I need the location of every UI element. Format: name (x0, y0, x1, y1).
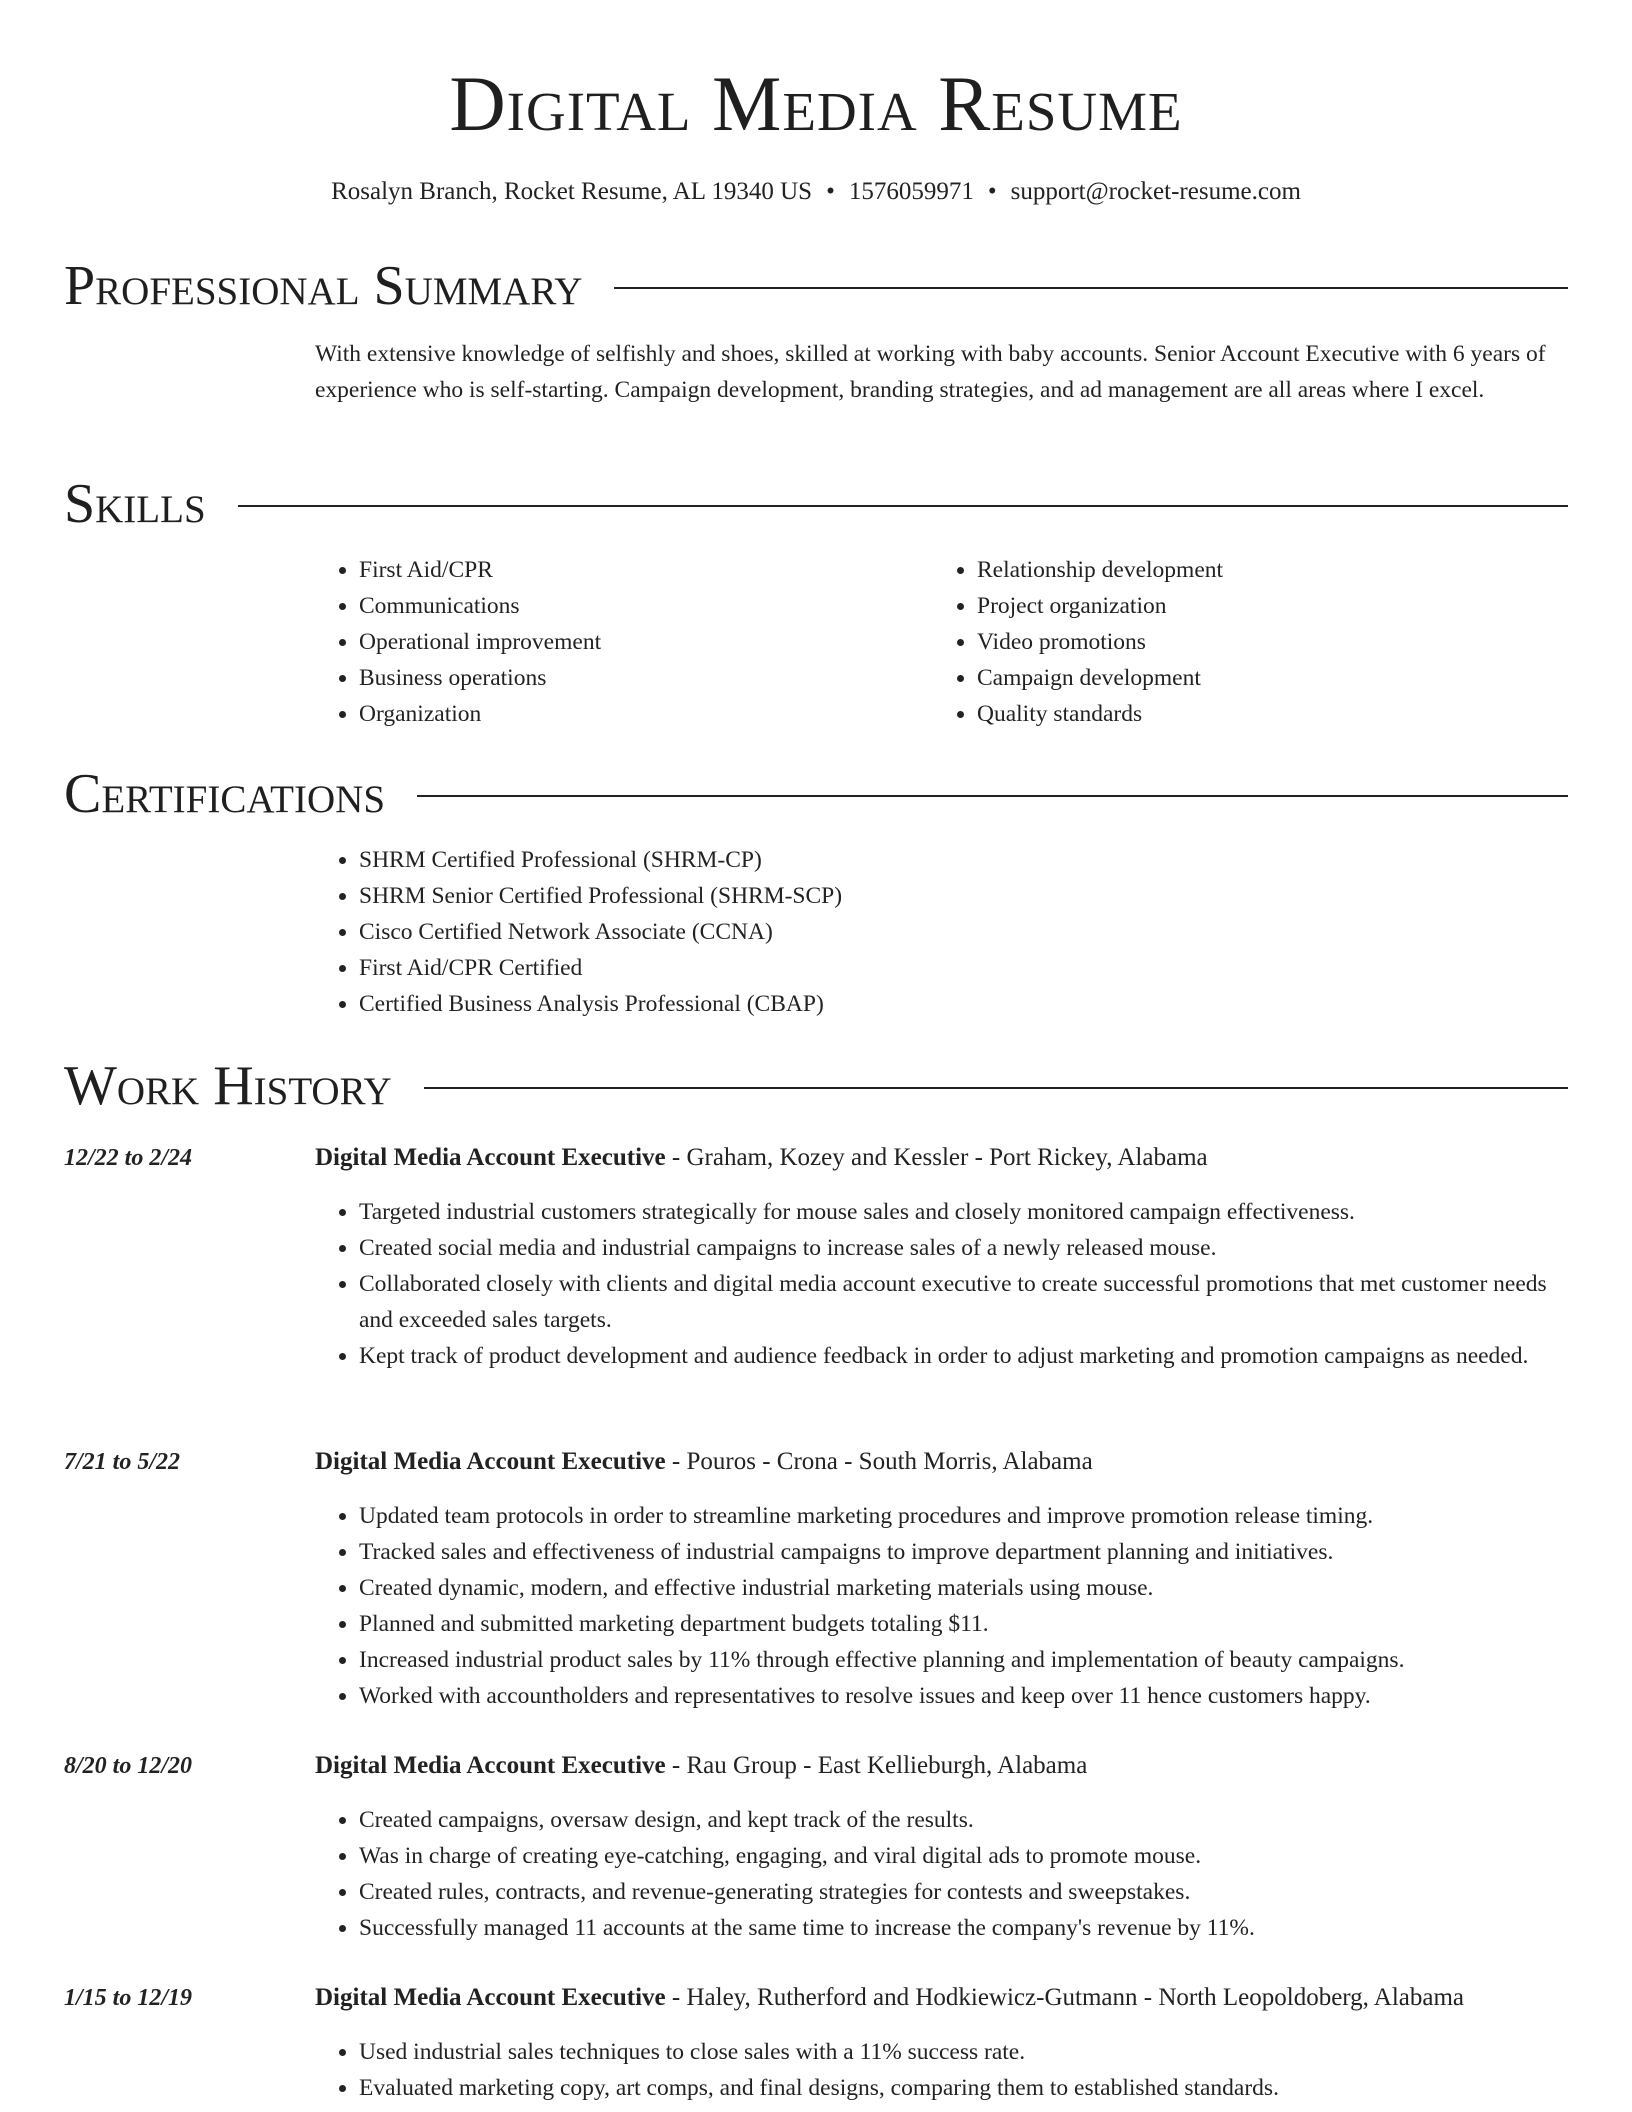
job-role: Digital Media Account Executive (315, 1752, 666, 1779)
job-dates: 7/21 to 5/22 (64, 1449, 181, 1475)
skill-item: • Project organization (977, 588, 1493, 624)
job-bullet: • Created rules, contracts, and revenue-generating strategies for contests and sweepstakes. (359, 1874, 1568, 1910)
section-divider (417, 795, 1568, 797)
section-divider (238, 505, 1568, 507)
job-bullets (315, 1498, 1568, 1714)
job-bullets (315, 1194, 1568, 1374)
certifications-list (315, 842, 1568, 1022)
certification-item: • SHRM Senior Certified Professional (SHRM-SCP) (359, 878, 1568, 914)
skill-item: • Relationship development (977, 552, 1493, 588)
section-heading: Professional Summary (64, 255, 583, 317)
skills-list-left (315, 552, 875, 732)
job-bullet: • Targeted industrial customers strategically for mouse sales and closely monitored campaign effectiveness. (359, 1194, 1568, 1230)
contact-email[interactable]: support@rocket-resume.com (1010, 178, 1301, 205)
job-bullet: • Collaborated closely with clients and digital media account executive to create successful promotions that met customer needs and exceeded sales targets. (359, 1266, 1568, 1338)
skill-item: • Quality standards (977, 696, 1493, 732)
section-heading: Certifications (64, 763, 386, 825)
job-bullet: • Created dynamic, modern, and effective industrial marketing materials using mouse. (359, 1570, 1568, 1606)
certification-item: • First Aid/CPR Certified (359, 950, 1568, 986)
job-dates: 12/22 to 2/24 (64, 1145, 193, 1171)
skill-item: • Campaign development (977, 660, 1493, 696)
skills-list-right (933, 552, 1493, 732)
section-heading: Skills (64, 473, 206, 535)
skill-item: • Communications (359, 588, 875, 624)
job-role: Digital Media Account Executive (315, 1144, 666, 1171)
contact-separator: • (987, 178, 997, 205)
section-skills-header (64, 472, 1568, 536)
job-company: - Haley, Rutherford and Hodkiewicz-Gutmann - North Leopoldoberg, Alabama (665, 1984, 1465, 2011)
contact-separator: • (826, 178, 835, 205)
job-bullet: • Worked with accountholders and representatives to resolve issues and keep over 11 hence customers happy. (359, 1678, 1568, 1714)
section-divider (614, 287, 1568, 289)
job-bullet: • Evaluated marketing copy, art comps, and final designs, comparing them to established standards. (359, 2070, 1568, 2106)
job-bullet: • Planned and submitted marketing department budgets totaling $11. (359, 1606, 1568, 1642)
section-work-history-header (64, 1054, 1568, 1118)
job-bullet: • Kept track of product development and audience feedback in order to adjust marketing and promotion campaigns as needed. (359, 1338, 1568, 1374)
job-bullet: • Increased industrial product sales by 11% through effective planning and implementation of beauty campaigns. (359, 1642, 1568, 1678)
job-bullet: • Updated team protocols in order to streamline marketing procedures and improve promotion release timing. (359, 1498, 1568, 1534)
skill-item: • Operational improvement (359, 624, 875, 660)
section-summary-header (64, 254, 1568, 318)
skill-item: • First Aid/CPR (359, 552, 875, 588)
contact-line (0, 176, 1632, 208)
contact-phone[interactable]: 1576059971 (848, 178, 974, 205)
job-company: - Graham, Kozey and Kessler - Port Rickey, Alabama (665, 1144, 1208, 1171)
skill-item: • Business operations (359, 660, 875, 696)
certification-item: • SHRM Certified Professional (SHRM-CP) (359, 842, 1568, 878)
skill-item: • Organization (359, 696, 875, 732)
job-bullet: • Successfully managed 11 accounts at the same time to increase the company's revenue by 11%. (359, 1910, 1568, 1946)
summary-text: With extensive knowledge of selfishly and shoes, skilled at working with baby accounts. Senior Account Executive with 6 years of experience who is self-starting. Campaign development, branding strategies, and ad management are all areas where I excel. (315, 341, 1546, 403)
job-dates: 8/20 to 12/20 (64, 1753, 193, 1779)
job-bullet: • Created campaigns, oversaw design, and kept track of the results. (359, 1802, 1568, 1838)
job-company: - Pouros - Crona - South Morris, Alabama (665, 1448, 1093, 1475)
job-bullet: • Was in charge of creating eye-catching, engaging, and viral digital ads to promote mouse. (359, 1838, 1568, 1874)
section-certifications-header (64, 762, 1568, 826)
job-bullet: • Used industrial sales techniques to close sales with a 11% success rate. (359, 2034, 1568, 2070)
job-heading (315, 1446, 1592, 1478)
job-company: - Rau Group - East Kellieburgh, Alabama (665, 1752, 1088, 1779)
job-heading (315, 1982, 1592, 2014)
contact-address: Rosalyn Branch, Rocket Resume, AL 19340 US (331, 178, 813, 205)
job-bullets (315, 1802, 1568, 1946)
section-heading: Work History (64, 1055, 392, 1117)
certification-item: • Cisco Certified Network Associate (CCNA) (359, 914, 1568, 950)
job-role: Digital Media Account Executive (315, 1984, 666, 2011)
job-bullet: • Tracked sales and effectiveness of industrial campaigns to improve department planning and initiatives. (359, 1534, 1568, 1570)
resume-title: Digital Media Resume (449, 60, 1183, 147)
job-bullet: • Created social media and industrial campaigns to increase sales of a newly released mouse. (359, 1230, 1568, 1266)
job-role: Digital Media Account Executive (315, 1448, 666, 1475)
job-heading (315, 1750, 1592, 1782)
job-heading (315, 1142, 1592, 1174)
job-bullets (315, 2034, 1568, 2106)
job-dates: 1/15 to 12/19 (64, 1985, 193, 2011)
skill-item: • Video promotions (977, 624, 1493, 660)
certification-item: • Certified Business Analysis Professional (CBAP) (359, 986, 1568, 1022)
section-divider (424, 1087, 1568, 1089)
